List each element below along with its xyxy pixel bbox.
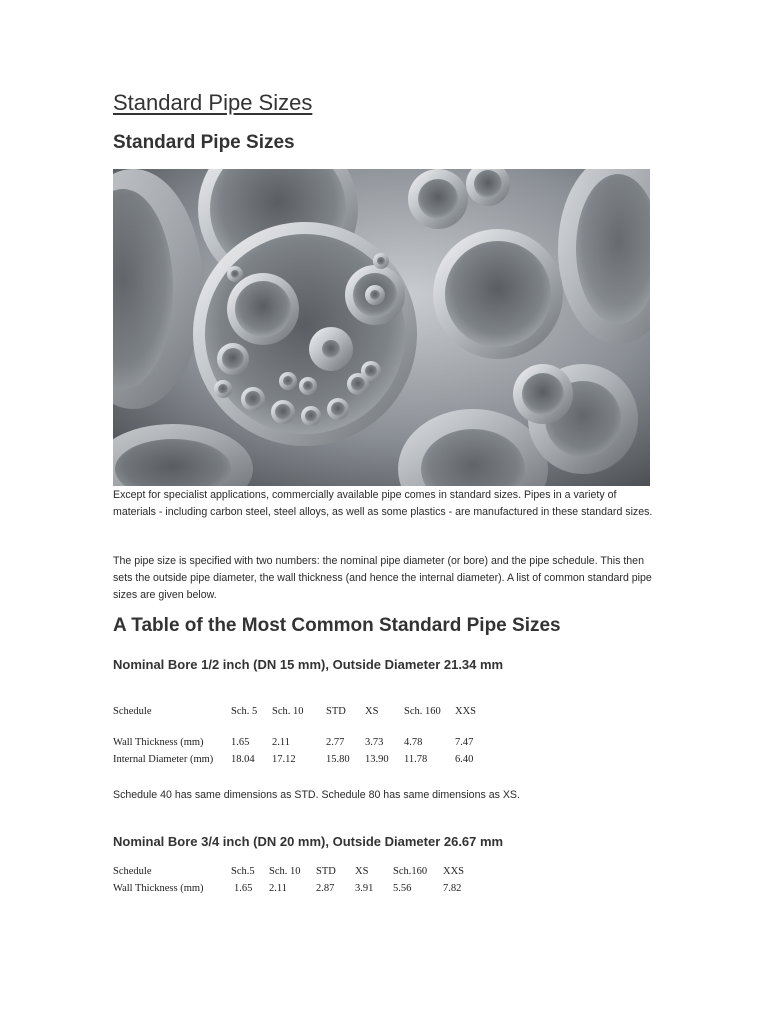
- table-cell: XXS: [443, 866, 465, 877]
- table-heading: A Table of the Most Common Standard Pipe Sizes: [113, 615, 561, 636]
- table-cell: 7.82: [443, 883, 462, 894]
- table-cell: STD: [316, 866, 336, 877]
- table-cell: XS: [365, 706, 379, 717]
- nominal-bore-three-quarter-inch-heading: Nominal Bore 3/4 inch (DN 20 mm), Outside Diameter 26.67 mm: [113, 834, 504, 849]
- pipes-image: [113, 169, 650, 486]
- table-cell: 15.80: [326, 754, 350, 765]
- table-cell: 7.47: [455, 737, 474, 748]
- table-cell: 5.56: [393, 883, 412, 894]
- table-cell: 6.40: [455, 754, 474, 765]
- table-cell: 11.78: [404, 754, 428, 765]
- nominal-bore-half-inch-heading: Nominal Bore 1/2 inch (DN 15 mm), Outside Diameter 21.34 mm: [113, 657, 504, 672]
- table-cell: 13.90: [365, 754, 389, 765]
- table-cell: Sch.5: [231, 866, 255, 877]
- table-cell: 2.87: [316, 883, 335, 894]
- row-label: Schedule: [113, 866, 152, 877]
- table-cell: Sch.160: [393, 866, 428, 877]
- table-cell: 4.78: [404, 737, 423, 748]
- section-heading: Standard Pipe Sizes: [113, 132, 295, 153]
- table-cell: 1.65: [231, 737, 250, 748]
- table-cell: 3.91: [355, 883, 374, 894]
- table-cell: 17.12: [272, 754, 296, 765]
- document-title: Standard Pipe Sizes: [113, 90, 313, 115]
- table-cell: 1.65: [234, 883, 253, 894]
- table-cell: 3.73: [365, 737, 384, 748]
- table-cell: 2.77: [326, 737, 345, 748]
- row-label: Wall Thickness (mm): [113, 883, 204, 894]
- table-cell: Sch. 10: [269, 866, 301, 877]
- table-cell: 18.04: [231, 754, 255, 765]
- table-cell: Sch. 10: [272, 706, 304, 717]
- table-cell: XS: [355, 866, 369, 877]
- table-cell: 2.11: [269, 883, 287, 894]
- schedule-note: Schedule 40 has same dimensions as STD. Schedule 80 has same dimensions as XS.: [113, 789, 520, 801]
- table-cell: Sch. 160: [404, 706, 441, 717]
- pipe-size-paragraph: The pipe size is specified with two numbers: the nominal pipe diameter (or bore) and the pipe schedule. This then sets the outside pipe diameter, the wall thickness (and hence the internal diameter). A list of common standard pipe sizes are given below.: [113, 555, 652, 601]
- row-label: Internal Diameter (mm): [113, 754, 214, 765]
- row-label: Schedule: [113, 706, 152, 717]
- table-cell: 2.11: [272, 737, 290, 748]
- pipes-illustration: [113, 169, 650, 486]
- table-cell: Sch. 5: [231, 706, 258, 717]
- intro-paragraph: Except for specialist applications, commercially available pipe comes in standard sizes. Pipes in a variety of materials - including carbon steel, steel alloys, as well as some plastics - are manufactured in these standard sizes.: [113, 489, 653, 518]
- table-cell: XXS: [455, 706, 477, 717]
- table-cell: STD: [326, 706, 346, 717]
- row-label: Wall Thickness (mm): [113, 737, 204, 748]
